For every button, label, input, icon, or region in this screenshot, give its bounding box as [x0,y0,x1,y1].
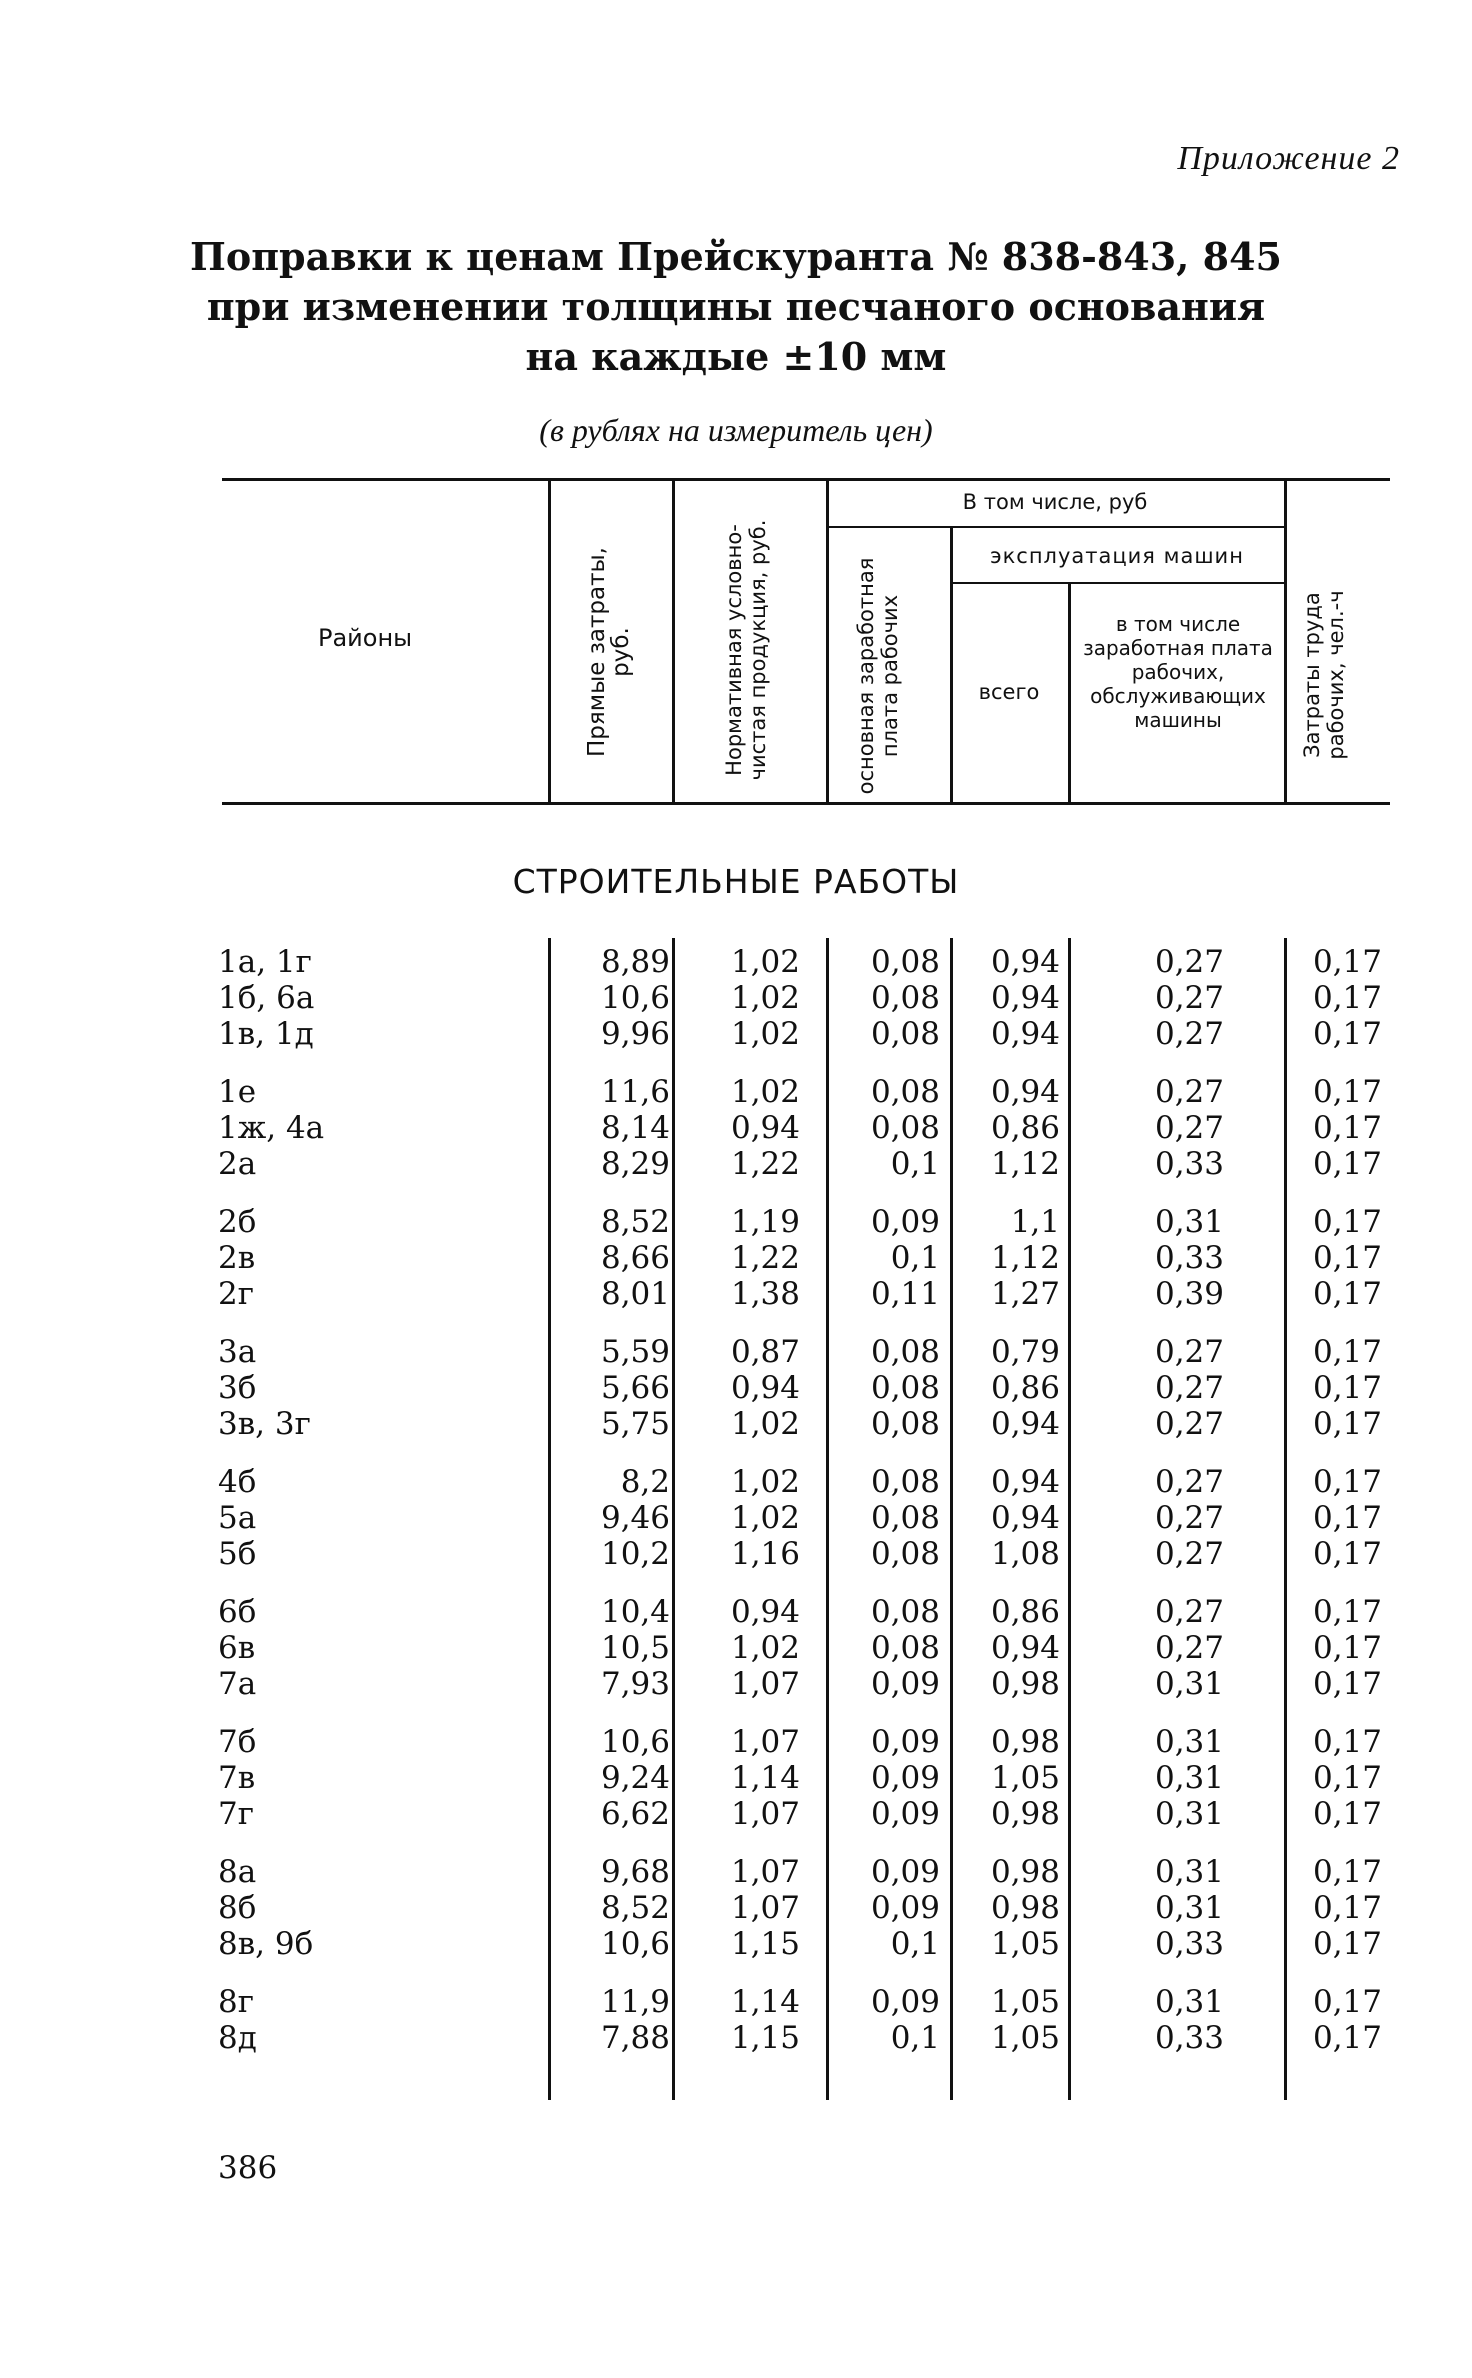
cell-machine-total: 0,98 [990,1890,1060,1926]
cell-base-wage: 0,11 [870,1276,940,1312]
cell-normative-profit: 0,87 [730,1334,800,1370]
table-row [0,944,1472,980]
cell-region: 4б [218,1464,257,1500]
cell-direct-costs: 9,68 [600,1854,670,1890]
cell-direct-costs: 10,6 [600,980,670,1016]
table-row [0,1334,1472,1370]
cell-machine-total: 0,86 [990,1110,1060,1146]
cell-normative-profit: 1,07 [730,1854,800,1890]
cell-direct-costs: 8,89 [600,944,670,980]
cell-labor-costs: 0,17 [1312,1240,1382,1276]
cell-direct-costs: 8,52 [600,1204,670,1240]
cell-machine-wage: 0,33 [1154,2020,1224,2056]
cell-labor-costs: 0,17 [1312,1890,1382,1926]
table-row [0,1204,1472,1240]
cell-normative-profit: 1,02 [730,944,800,980]
cell-normative-profit: 1,19 [730,1204,800,1240]
cell-machine-wage: 0,27 [1154,1500,1224,1536]
cell-direct-costs: 10,4 [600,1594,670,1630]
cell-labor-costs: 0,17 [1312,980,1382,1016]
cell-normative-profit: 1,02 [730,1630,800,1666]
table-row [0,1500,1472,1536]
cell-labor-costs: 0,17 [1312,1854,1382,1890]
cell-machine-total: 0,94 [990,1464,1060,1500]
table-row [0,1594,1472,1630]
cell-normative-profit: 1,02 [730,1464,800,1500]
cell-base-wage: 0,08 [870,1074,940,1110]
table-row [0,1926,1472,1962]
header-divider-3 [826,478,829,804]
cell-region: 7в [218,1760,256,1796]
cell-base-wage: 0,09 [870,1854,940,1890]
cell-normative-profit: 1,07 [730,1724,800,1760]
cell-base-wage: 0,09 [870,1890,940,1926]
cell-labor-costs: 0,17 [1312,1110,1382,1146]
cell-normative-profit: 1,15 [730,1926,800,1962]
cell-machine-total: 0,94 [990,1630,1060,1666]
table-row [0,1146,1472,1182]
table-row [0,980,1472,1016]
cell-machine-wage: 0,27 [1154,1334,1224,1370]
cell-base-wage: 0,09 [870,1796,940,1832]
cell-region: 7б [218,1724,257,1760]
table-row [0,1984,1472,2020]
table-row [0,1016,1472,1052]
cell-region: 8д [218,2020,257,2056]
table-row [0,2020,1472,2056]
cell-machine-wage: 0,27 [1154,1594,1224,1630]
cell-labor-costs: 0,17 [1312,1276,1382,1312]
cell-normative-profit: 1,22 [730,1146,800,1182]
header-total: всего [978,680,1040,704]
table-row [0,1890,1472,1926]
cell-labor-costs: 0,17 [1312,1536,1382,1572]
header-base-wage: основная заработная плата рабочих [854,557,902,795]
title-line-2: при изменении толщины песчаного основания [206,284,1266,329]
table-row [0,1240,1472,1276]
cell-labor-costs: 0,17 [1312,1724,1382,1760]
cell-labor-costs: 0,17 [1312,1334,1382,1370]
cell-machine-total: 0,94 [990,1500,1060,1536]
cell-region: 1а, 1г [218,944,312,980]
cell-base-wage: 0,1 [890,1926,940,1962]
cell-labor-costs: 0,17 [1312,1926,1382,1962]
cell-machine-wage: 0,27 [1154,1016,1224,1052]
cell-machine-wage: 0,27 [1154,1110,1224,1146]
cell-machine-wage: 0,31 [1154,1796,1224,1832]
cell-base-wage: 0,09 [870,1666,940,1702]
table-row [0,1074,1472,1110]
cell-labor-costs: 0,17 [1312,1760,1382,1796]
table-row [0,1536,1472,1572]
cell-machine-wage: 0,31 [1154,1890,1224,1926]
header-direct-costs: Прямые затраты, руб. [584,547,634,757]
cell-machine-total: 0,98 [990,1796,1060,1832]
cell-base-wage: 0,09 [870,1760,940,1796]
cell-labor-costs: 0,17 [1312,944,1382,980]
cell-base-wage: 0,1 [890,1240,940,1276]
cell-base-wage: 0,08 [870,1464,940,1500]
header-labor-costs: Затраты труда рабочих, чел.-ч [1300,590,1348,760]
header-normative-profit: Нормативная условно-чистая продукция, руб. [722,519,770,781]
cell-machine-wage: 0,27 [1154,944,1224,980]
cell-region: 6б [218,1594,257,1630]
cell-normative-profit: 1,38 [730,1276,800,1312]
cell-machine-total: 0,94 [990,1406,1060,1442]
cell-region: 2г [218,1276,254,1312]
cell-region: 8б [218,1890,257,1926]
cell-region: 8г [218,1984,254,2020]
cell-base-wage: 0,08 [870,980,940,1016]
cell-machine-total: 1,12 [990,1240,1060,1276]
cell-region: 8в, 9б [218,1926,314,1962]
cell-machine-wage: 0,33 [1154,1240,1224,1276]
cell-machine-total: 0,98 [990,1666,1060,1702]
cell-region: 1б, 6а [218,980,315,1016]
cell-machine-wage: 0,27 [1154,980,1224,1016]
cell-base-wage: 0,09 [870,1984,940,2020]
cell-base-wage: 0,08 [870,1630,940,1666]
cell-region: 2в [218,1240,256,1276]
cell-machine-wage: 0,27 [1154,1370,1224,1406]
cell-base-wage: 0,08 [870,1406,940,1442]
cell-normative-profit: 1,07 [730,1796,800,1832]
cell-base-wage: 0,1 [890,2020,940,2056]
cell-region: 8а [218,1854,257,1890]
cell-machine-wage: 0,27 [1154,1630,1224,1666]
cell-labor-costs: 0,17 [1312,1984,1382,2020]
cell-region: 7г [218,1796,254,1832]
page-number: 386 [218,2150,278,2186]
cell-machine-wage: 0,31 [1154,1666,1224,1702]
table-row [0,1630,1472,1666]
table-row [0,1724,1472,1760]
title-line-3: на каждые ±10 мм [525,334,947,379]
cell-machine-wage: 0,31 [1154,1760,1224,1796]
cell-region: 2а [218,1146,257,1182]
header-machine-operation: эксплуатация машин [990,544,1244,568]
cell-base-wage: 0,08 [870,1334,940,1370]
cell-machine-total: 1,05 [990,2020,1060,2056]
cell-machine-wage: 0,27 [1154,1464,1224,1500]
units-note: (в рублях на измеритель цен) [539,412,933,448]
header-incl-machine-wage: в том числе заработная плата рабочих, обслуживающих машины [1083,612,1273,732]
cell-machine-total: 0,94 [990,980,1060,1016]
cell-direct-costs: 9,24 [600,1760,670,1796]
cell-direct-costs: 8,2 [620,1464,670,1500]
table-row [0,1110,1472,1146]
cell-direct-costs: 8,01 [600,1276,670,1312]
machine-underline [950,582,1284,584]
table-top-rule [222,478,1390,481]
cell-machine-total: 0,86 [990,1594,1060,1630]
cell-region: 5б [218,1536,257,1572]
cell-machine-total: 1,1 [1010,1204,1060,1240]
cell-machine-wage: 0,33 [1154,1146,1224,1182]
cell-labor-costs: 0,17 [1312,1594,1382,1630]
cell-machine-wage: 0,31 [1154,1724,1224,1760]
table-row [0,1854,1472,1890]
cell-machine-wage: 0,39 [1154,1276,1224,1312]
cell-region: 3в, 3г [218,1406,311,1442]
cell-region: 1ж, 4а [218,1110,325,1146]
cell-machine-wage: 0,31 [1154,1204,1224,1240]
cell-machine-total: 1,12 [990,1146,1060,1182]
table-row [0,1406,1472,1442]
cell-normative-profit: 1,02 [730,1016,800,1052]
cell-direct-costs: 11,6 [600,1074,670,1110]
cell-labor-costs: 0,17 [1312,1204,1382,1240]
cell-region: 2б [218,1204,257,1240]
cell-normative-profit: 0,94 [730,1594,800,1630]
cell-labor-costs: 0,17 [1312,1464,1382,1500]
cell-base-wage: 0,09 [870,1204,940,1240]
cell-direct-costs: 5,75 [600,1406,670,1442]
cell-direct-costs: 10,6 [600,1926,670,1962]
cell-machine-wage: 0,33 [1154,1926,1224,1962]
header-bottom-rule [222,802,1390,805]
header-divider-5 [1068,582,1071,804]
cell-labor-costs: 0,17 [1312,1796,1382,1832]
cell-direct-costs: 8,52 [600,1890,670,1926]
cell-normative-profit: 0,94 [730,1110,800,1146]
header-divider-1 [548,478,551,804]
cell-labor-costs: 0,17 [1312,1146,1382,1182]
cell-labor-costs: 0,17 [1312,2020,1382,2056]
cell-base-wage: 0,08 [870,1536,940,1572]
cell-region: 3а [218,1334,257,1370]
title-line-1: Поправки к ценам Прейскуранта № 838-843, 845 [190,234,1282,279]
cell-machine-total: 0,98 [990,1854,1060,1890]
cell-labor-costs: 0,17 [1312,1074,1382,1110]
cell-normative-profit: 1,14 [730,1984,800,2020]
cell-base-wage: 0,1 [890,1146,940,1182]
cell-labor-costs: 0,17 [1312,1016,1382,1052]
including-underline [826,526,1284,528]
cell-machine-total: 1,05 [990,1760,1060,1796]
cell-machine-wage: 0,31 [1154,1984,1224,2020]
cell-direct-costs: 8,66 [600,1240,670,1276]
cell-machine-total: 0,86 [990,1370,1060,1406]
cell-normative-profit: 1,07 [730,1890,800,1926]
cell-machine-wage: 0,27 [1154,1074,1224,1110]
cell-base-wage: 0,09 [870,1724,940,1760]
cell-machine-total: 1,05 [990,1926,1060,1962]
table-row [0,1796,1472,1832]
header-including: В том числе, руб [962,490,1148,514]
section-title: СТРОИТЕЛЬНЫЕ РАБОТЫ [512,862,960,901]
cell-region: 3б [218,1370,257,1406]
cell-direct-costs: 9,96 [600,1016,670,1052]
table-row [0,1760,1472,1796]
page-title [0,232,1472,382]
cell-base-wage: 0,08 [870,1500,940,1536]
cell-machine-total: 1,05 [990,1984,1060,2020]
cell-region: 6в [218,1630,256,1666]
cell-machine-total: 1,08 [990,1536,1060,1572]
cell-direct-costs: 5,66 [600,1370,670,1406]
cell-direct-costs: 10,6 [600,1724,670,1760]
appendix-label: Приложение 2 [1177,140,1400,177]
cell-normative-profit: 1,15 [730,2020,800,2056]
cell-direct-costs: 6,62 [600,1796,670,1832]
table-row [0,1370,1472,1406]
cell-normative-profit: 1,22 [730,1240,800,1276]
cell-machine-total: 0,79 [990,1334,1060,1370]
cell-normative-profit: 1,02 [730,980,800,1016]
cell-direct-costs: 10,2 [600,1536,670,1572]
cell-direct-costs: 7,88 [600,2020,670,2056]
cell-direct-costs: 11,9 [600,1984,670,2020]
cell-base-wage: 0,08 [870,944,940,980]
cell-direct-costs: 10,5 [600,1630,670,1666]
cell-region: 1е [218,1074,257,1110]
cell-normative-profit: 1,02 [730,1406,800,1442]
cell-machine-total: 0,94 [990,944,1060,980]
cell-region: 7а [218,1666,257,1702]
cell-direct-costs: 8,14 [600,1110,670,1146]
cell-labor-costs: 0,17 [1312,1630,1382,1666]
cell-base-wage: 0,08 [870,1016,940,1052]
cell-base-wage: 0,08 [870,1370,940,1406]
cell-labor-costs: 0,17 [1312,1406,1382,1442]
cell-machine-wage: 0,27 [1154,1406,1224,1442]
cell-labor-costs: 0,17 [1312,1666,1382,1702]
cell-labor-costs: 0,17 [1312,1500,1382,1536]
cell-machine-total: 0,94 [990,1016,1060,1052]
cell-machine-total: 0,98 [990,1724,1060,1760]
cell-machine-total: 0,94 [990,1074,1060,1110]
cell-normative-profit: 1,14 [730,1760,800,1796]
header-divider-2 [672,478,675,804]
table-row [0,1276,1472,1312]
cell-normative-profit: 1,02 [730,1074,800,1110]
cell-machine-wage: 0,31 [1154,1854,1224,1890]
cell-direct-costs: 5,59 [600,1334,670,1370]
cell-direct-costs: 9,46 [600,1500,670,1536]
cell-labor-costs: 0,17 [1312,1370,1382,1406]
cell-direct-costs: 7,93 [600,1666,670,1702]
cell-normative-profit: 0,94 [730,1370,800,1406]
cell-base-wage: 0,08 [870,1110,940,1146]
table-row [0,1464,1472,1500]
cell-direct-costs: 8,29 [600,1146,670,1182]
header-regions: Районы [318,624,413,652]
cell-machine-total: 1,27 [990,1276,1060,1312]
header-divider-6 [1284,478,1287,804]
cell-normative-profit: 1,07 [730,1666,800,1702]
table-row [0,1666,1472,1702]
cell-region: 1в, 1д [218,1016,314,1052]
cell-region: 5а [218,1500,257,1536]
cell-base-wage: 0,08 [870,1594,940,1630]
cell-normative-profit: 1,02 [730,1500,800,1536]
cell-normative-profit: 1,16 [730,1536,800,1572]
cell-machine-wage: 0,27 [1154,1536,1224,1572]
